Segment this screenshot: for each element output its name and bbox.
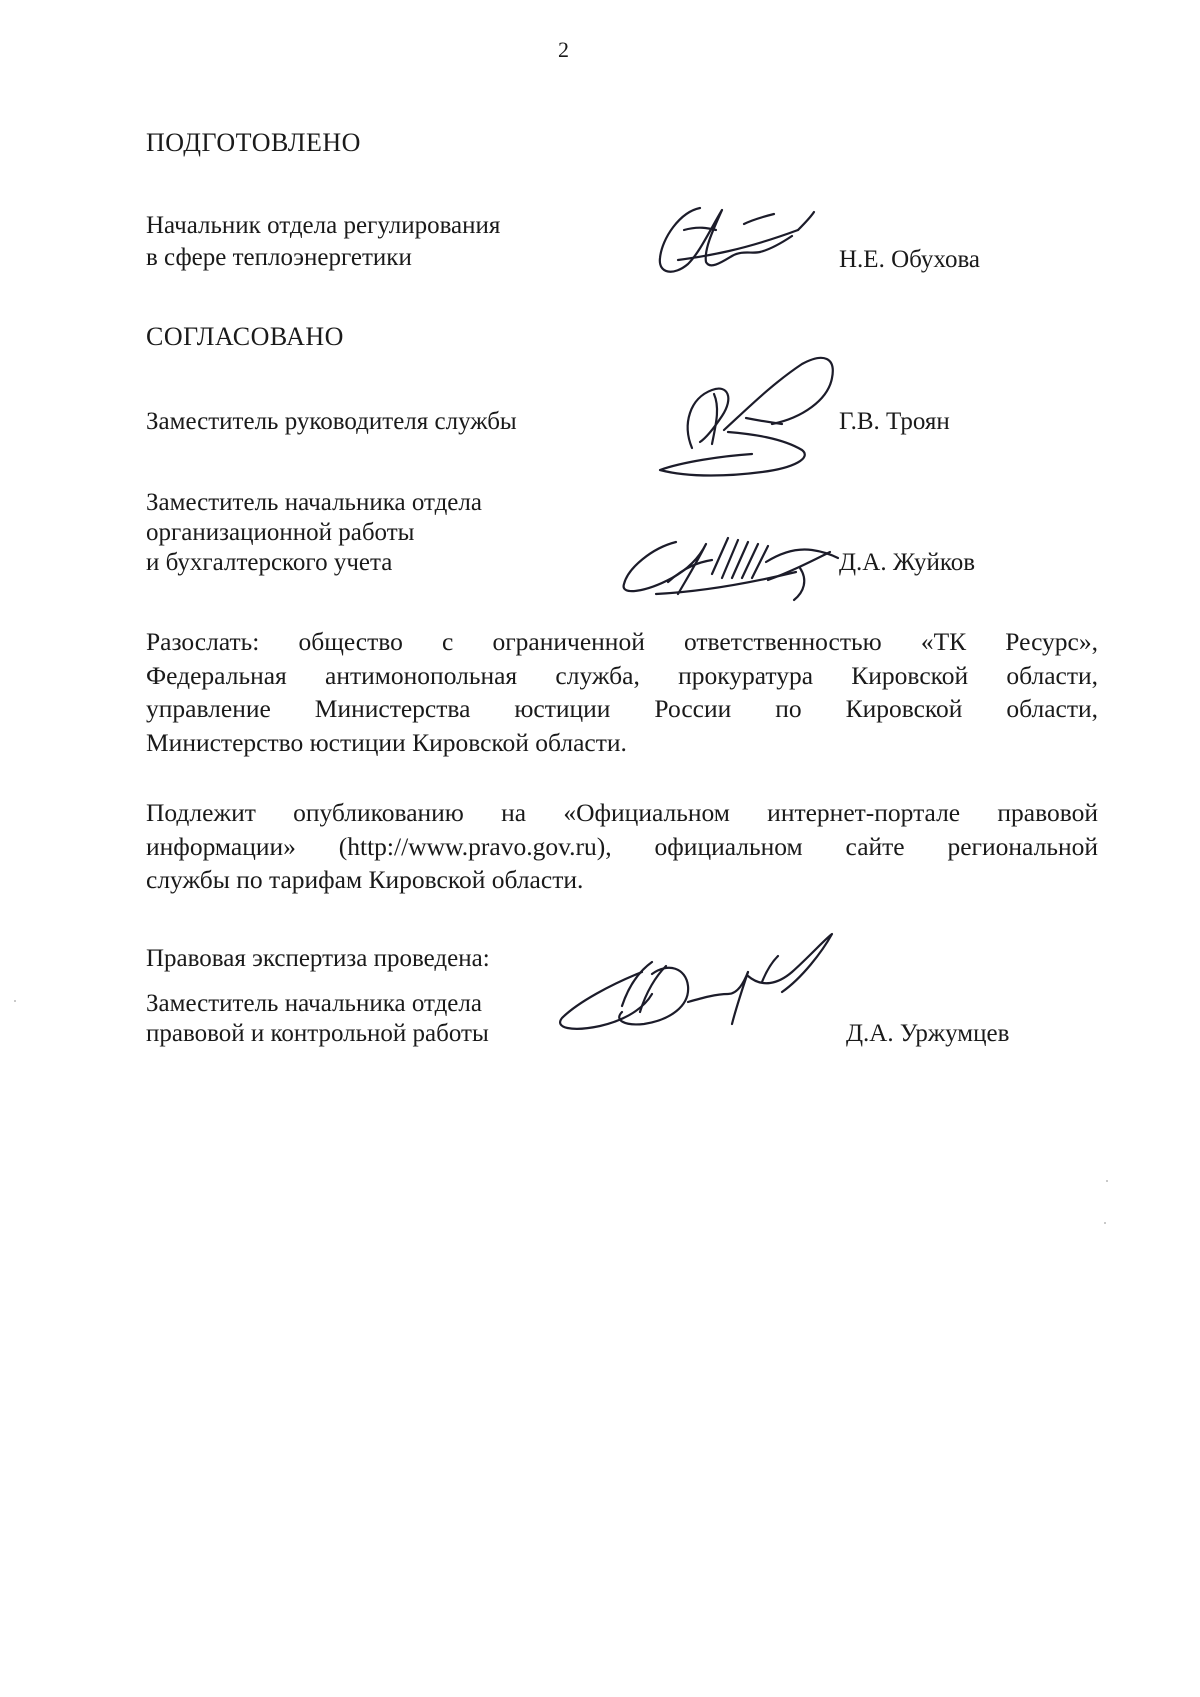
agreed-signer2-title-line3: и бухгалтерского учета: [146, 549, 393, 576]
distribution-line3: управление Министерства юстиции России по Кировской области,: [146, 694, 1098, 723]
agreed-signer1-title: Заместитель руководителя службы: [146, 408, 517, 435]
scan-speck: [1104, 1222, 1106, 1224]
page-number: 2: [558, 37, 569, 62]
scan-speck: [1106, 1180, 1108, 1182]
signature-urzhumtsev: [552, 928, 842, 1043]
agreed-signer2-name: Д.А. Жуйков: [839, 549, 976, 576]
publication-line2: информации» (http://www.pravo.gov.ru), официальном сайте региональной: [146, 831, 1098, 861]
prepared-title-line2: в сфере теплоэнергетики: [146, 244, 412, 271]
distribution-line2: Федеральная антимонопольная служба, прокуратура Кировской области,: [146, 660, 1098, 690]
distribution-paragraph: [146, 625, 1098, 759]
agreed-signer2-title-line2: организационной работы: [146, 519, 415, 546]
legal-review-title-line2: правовой и контрольной работы: [146, 1020, 489, 1047]
signature-obukhova: [648, 190, 818, 285]
publication-line1: Подлежит опубликованию на «Официальном интернет-портале правовой: [146, 798, 1098, 827]
signature-troyan: [652, 338, 842, 486]
legal-review-title-line1: Заместитель начальника отдела: [146, 990, 482, 1017]
agreed-signer2-title-line1: Заместитель начальника отдела: [146, 489, 482, 516]
legal-review-name: Д.А. Уржумцев: [846, 1020, 1010, 1047]
agreed-signer1-name: Г.В. Троян: [839, 408, 950, 435]
prepared-name: Н.Е. Обухова: [839, 246, 981, 273]
signature-zhuikov: [616, 522, 846, 602]
agreed-heading: СОГЛАСОВАНО: [146, 322, 344, 351]
legal-review-label: Правовая экспертиза проведена:: [146, 945, 490, 972]
publication-line3: службы по тарифам Кировской области.: [146, 865, 584, 894]
prepared-heading: ПОДГОТОВЛЕНО: [146, 128, 361, 157]
publication-paragraph: [146, 796, 1098, 897]
distribution-line4: Министерство юстиции Кировской области.: [146, 727, 627, 757]
scan-speck: [14, 1000, 16, 1002]
prepared-title-line1: Начальник отдела регулирования: [146, 212, 501, 239]
distribution-line1: Разослать: общество с ограниченной ответственностью «ТК Ресурс»,: [146, 627, 1098, 656]
